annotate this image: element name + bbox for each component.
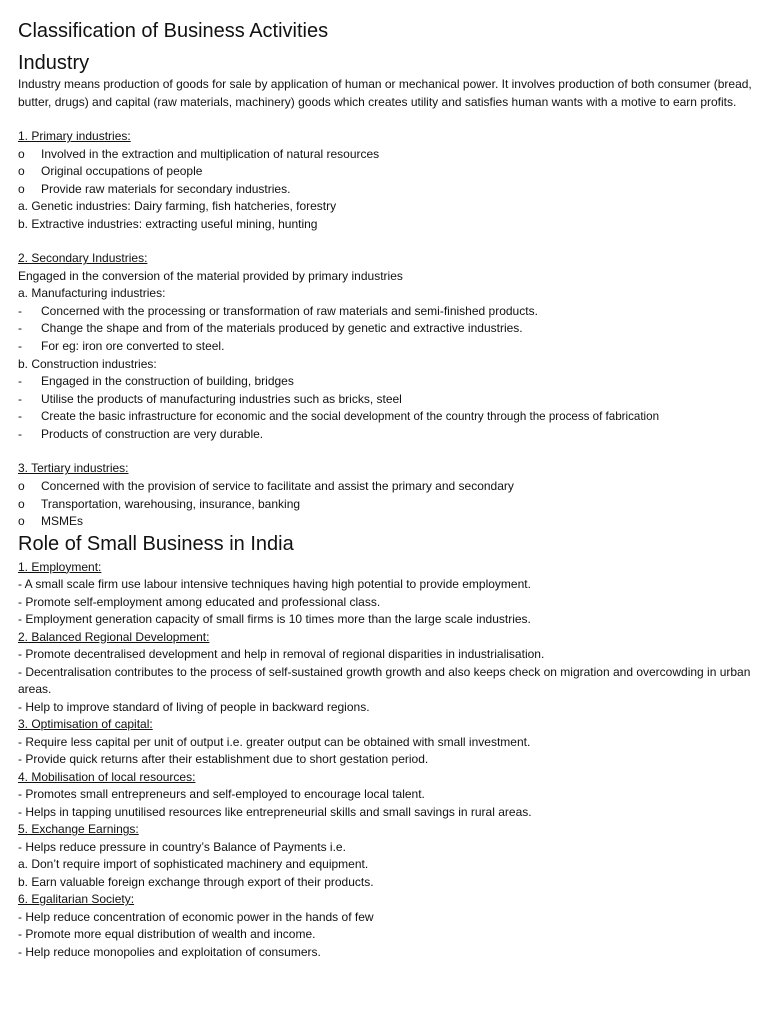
resources-title: 4. Mobilisation of local resources:	[18, 769, 196, 784]
bullet-marker: o	[18, 496, 25, 511]
regional-point: - Help to improve standard of living of people in backward regions.	[18, 699, 370, 714]
construction-point: - Engaged in the construction of building, bridges	[18, 373, 758, 391]
primary-point: o Involved in the extraction and multiplication of natural resources	[18, 146, 758, 164]
tertiary-point: o MSMEs	[18, 513, 758, 531]
regional-point: - Decentralisation contributes to the process of self-sustained growth growth and also keeps check on migration and overcowding in urban areas.	[18, 664, 751, 697]
primary-genetic: a. Genetic industries: Dairy farming, fish hatcheries, forestry	[18, 199, 337, 214]
industry-heading: Industry	[18, 52, 90, 74]
industry-intro: Industry means production of goods for sale by application of human or mechanical power. It involves production of both consumer (bread, butter, drugs) and capital (raw materials, machinery) goods which creates utility and satisfies human wants with a motive to earn profits.	[18, 77, 752, 109]
tertiary-point: o Concerned with the provision of service to facilitate and assist the primary and secondary	[18, 478, 758, 496]
construction-point: - Create the basic infrastructure for economic and the social development of the country through the process of fabrication	[18, 408, 758, 426]
secondary-desc: Engaged in the conversion of the material provided by primary industries	[18, 268, 403, 283]
resources-point: - Promotes small entrepreneurs and self-employed to encourage local talent.	[18, 787, 425, 802]
document-title: Classification of Business Activities	[18, 20, 329, 42]
manufacturing-point: - Concerned with the processing or transformation of raw materials and semi-finished products.	[18, 303, 758, 321]
bullet-marker: o	[18, 164, 25, 179]
dash-marker: -	[18, 303, 22, 318]
egalitarian-point: - Help reduce concentration of economic power in the hands of few	[18, 909, 374, 924]
primary-extractive: b. Extractive industries: extracting useful mining, hunting	[18, 216, 318, 231]
bullet-marker: o	[18, 146, 25, 161]
employment-title: 1. Employment:	[18, 559, 102, 574]
exchange-point: a. Don’t require import of sophisticated machinery and equipment.	[18, 857, 369, 872]
primary-point: o Provide raw materials for secondary industries.	[18, 181, 758, 199]
role-heading: Role of Small Business in India	[18, 532, 294, 555]
bullet-marker: o	[18, 478, 25, 493]
employment-point: - A small scale firm use labour intensive techniques having high potential to provide employment.	[18, 577, 531, 592]
egalitarian-point: - Promote more equal distribution of wealth and income.	[18, 927, 316, 942]
capital-point: - Provide quick returns after their establishment due to short gestation period.	[18, 752, 429, 767]
bullet-marker: o	[18, 181, 25, 196]
primary-point: o Original occupations of people	[18, 163, 758, 181]
dash-marker: -	[18, 338, 22, 353]
egalitarian-point: - Help reduce monopolies and exploitation of consumers.	[18, 944, 321, 959]
manufacturing-title: a. Manufacturing industries:	[18, 286, 166, 301]
resources-point: - Helps in tapping unutilised resources like entrepreneurial skills and small savings in rural areas.	[18, 804, 532, 819]
employment-point: - Promote self-employment among educated and professional class.	[18, 594, 381, 609]
dash-marker: -	[18, 374, 22, 389]
tertiary-title: 3. Tertiary industries:	[18, 461, 129, 476]
capital-point: - Require less capital per unit of output i.e. greater output can be obtained with small investment.	[18, 734, 531, 749]
manufacturing-point: - Change the shape and from of the materials produced by genetic and extractive industries.	[18, 320, 758, 338]
construction-title: b. Construction industries:	[18, 356, 157, 371]
bullet-marker: o	[18, 514, 25, 529]
regional-title: 2. Balanced Regional Development:	[18, 629, 210, 644]
dash-marker: -	[18, 391, 22, 406]
dash-marker: -	[18, 321, 22, 336]
construction-point: - Utilise the products of manufacturing industries such as bricks, steel	[18, 391, 758, 409]
exchange-point: - Helps reduce pressure in country’s Balance of Payments i.e.	[18, 839, 346, 854]
primary-title: 1. Primary industries:	[18, 129, 131, 143]
exchange-point: b. Earn valuable foreign exchange through export of their products.	[18, 874, 374, 889]
egalitarian-title: 6. Egalitarian Society:	[18, 892, 135, 907]
construction-point: - Products of construction are very durable.	[18, 426, 758, 444]
exchange-title: 5. Exchange Earnings:	[18, 822, 139, 837]
dash-marker: -	[18, 426, 22, 441]
tertiary-point: o Transportation, warehousing, insurance, banking	[18, 496, 758, 514]
capital-title: 3. Optimisation of capital:	[18, 717, 153, 732]
dash-marker: -	[18, 409, 22, 424]
manufacturing-point: - For eg: iron ore converted to steel.	[18, 338, 758, 356]
document	[18, 18, 758, 961]
secondary-title: 2. Secondary Industries:	[18, 251, 148, 266]
regional-point: - Promote decentralised development and help in removal of regional disparities in industrialisation.	[18, 647, 545, 662]
employment-point: - Employment generation capacity of small firms is 10 times more than the large scale industries.	[18, 612, 531, 627]
